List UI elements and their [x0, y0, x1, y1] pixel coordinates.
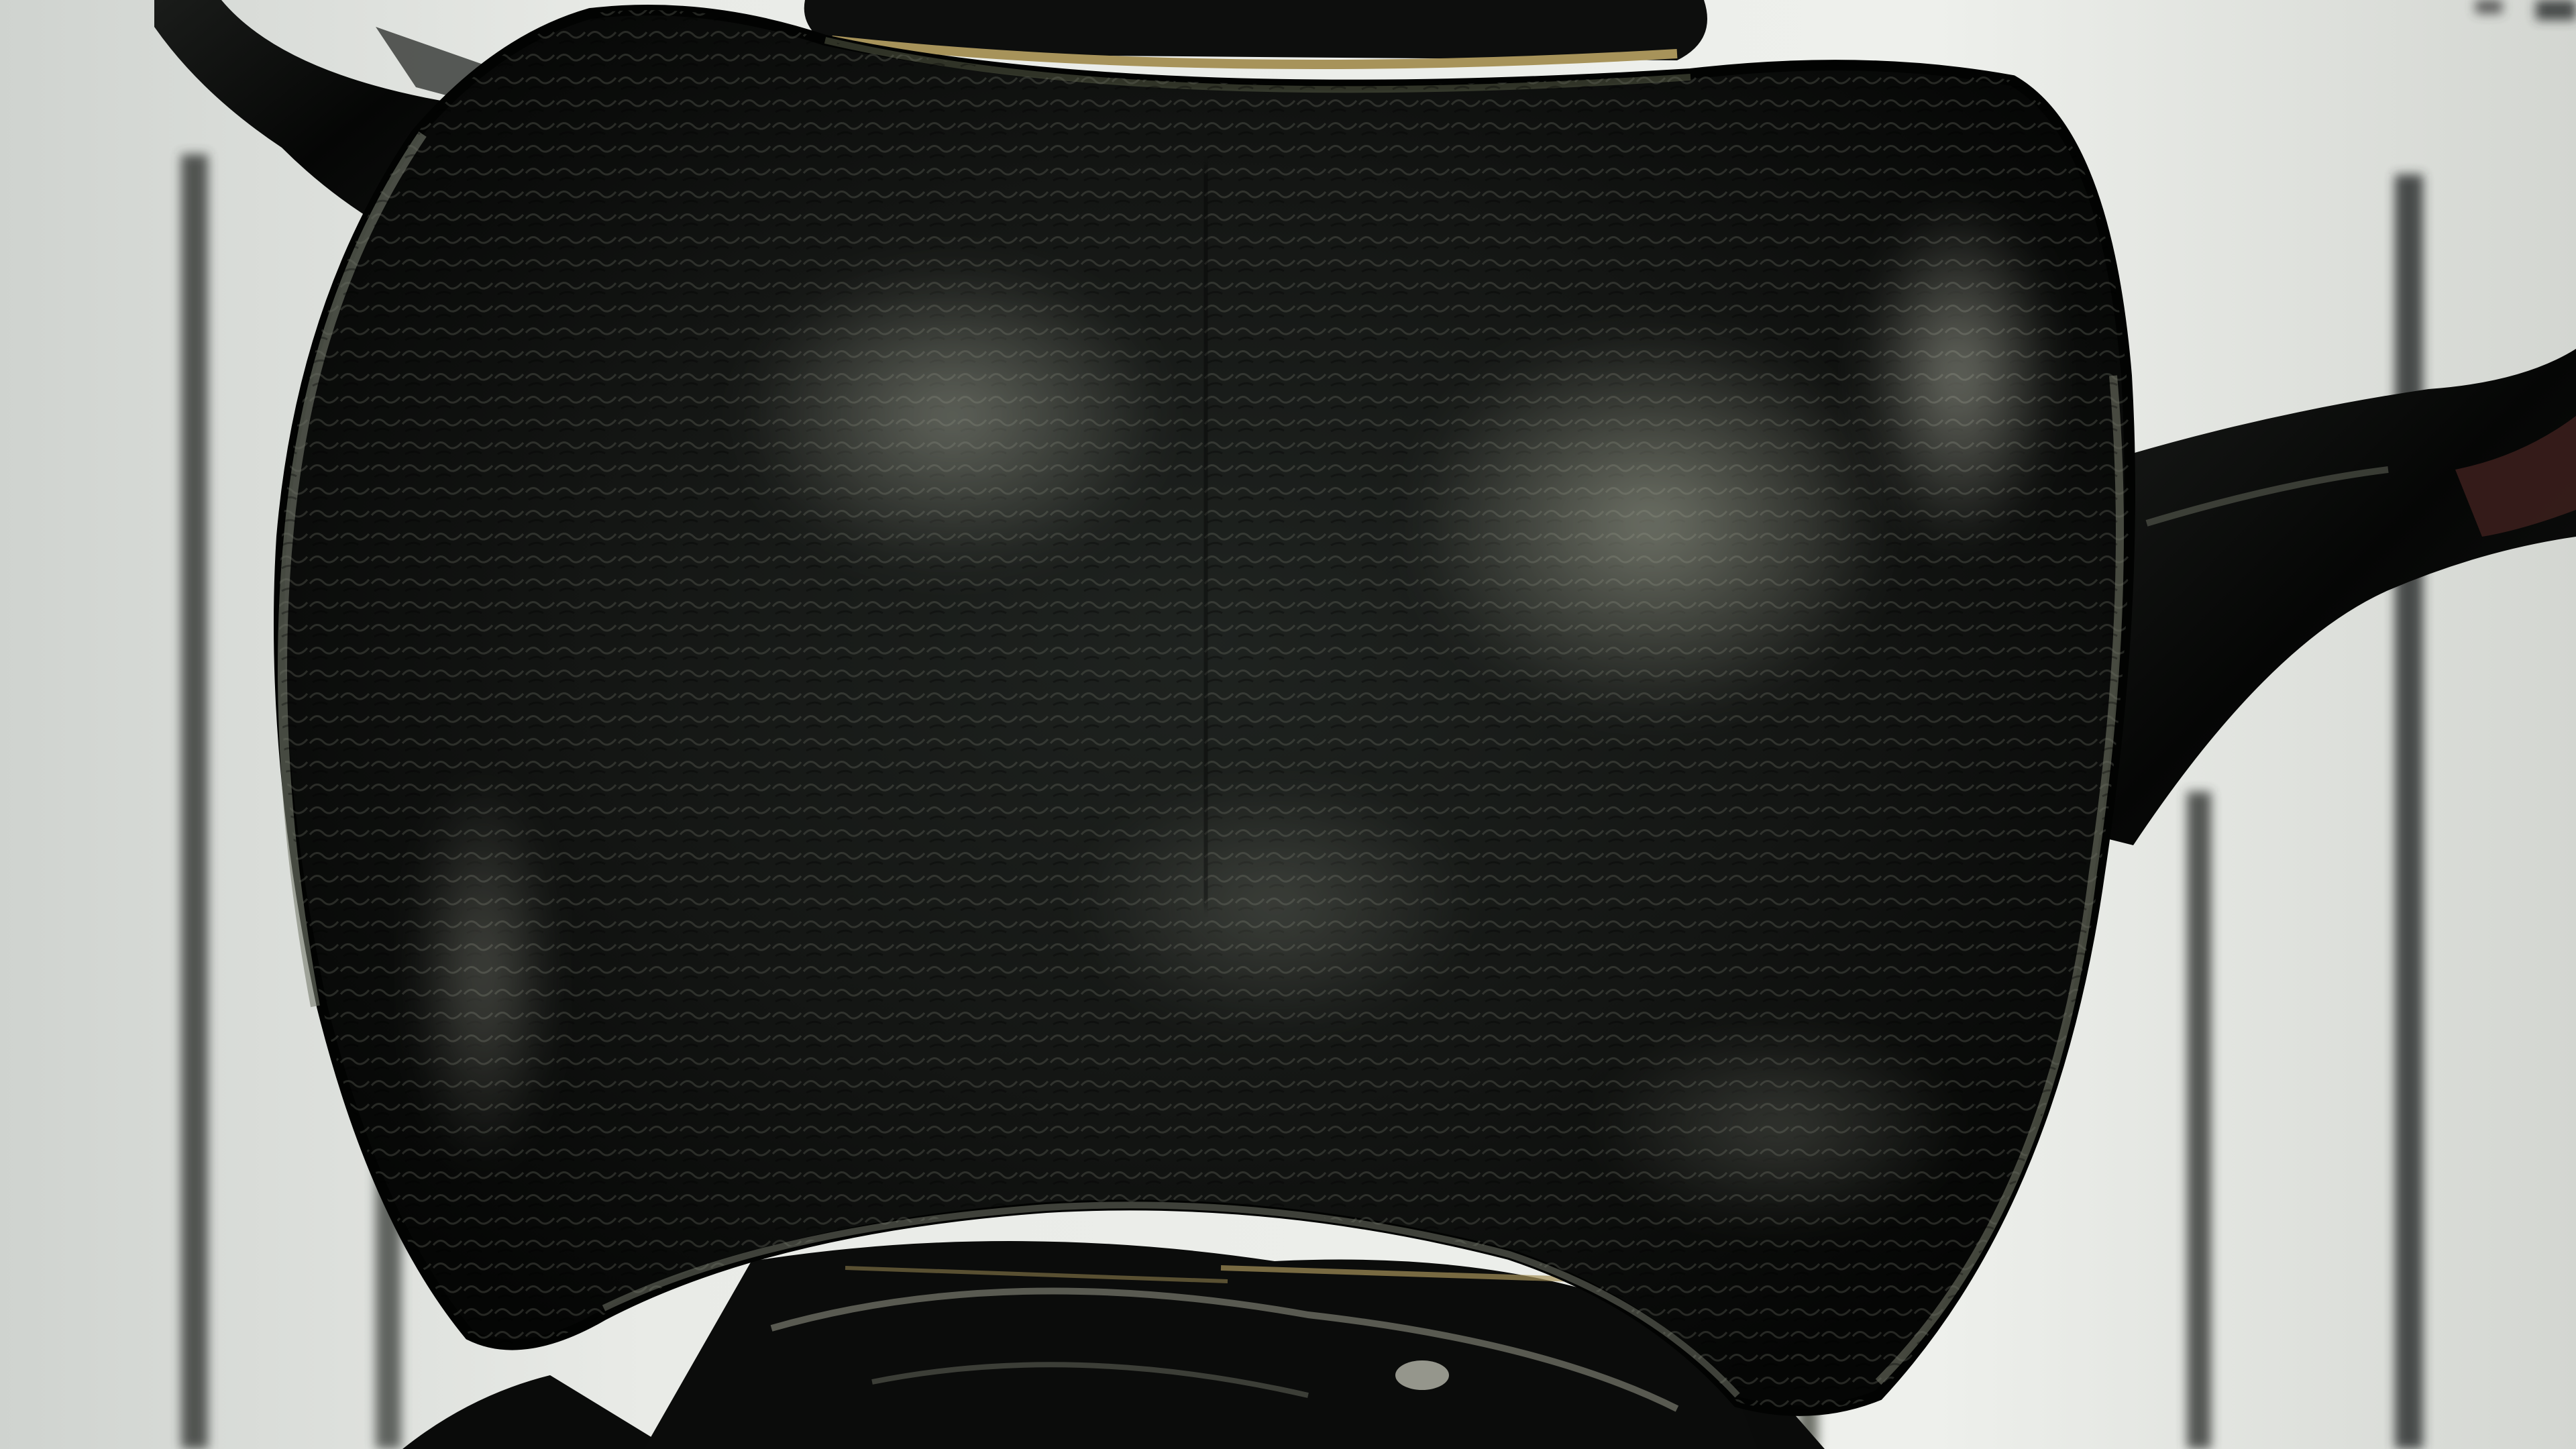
beetle-head — [804, 0, 1707, 64]
beetle-pronotum — [279, 10, 2130, 1411]
